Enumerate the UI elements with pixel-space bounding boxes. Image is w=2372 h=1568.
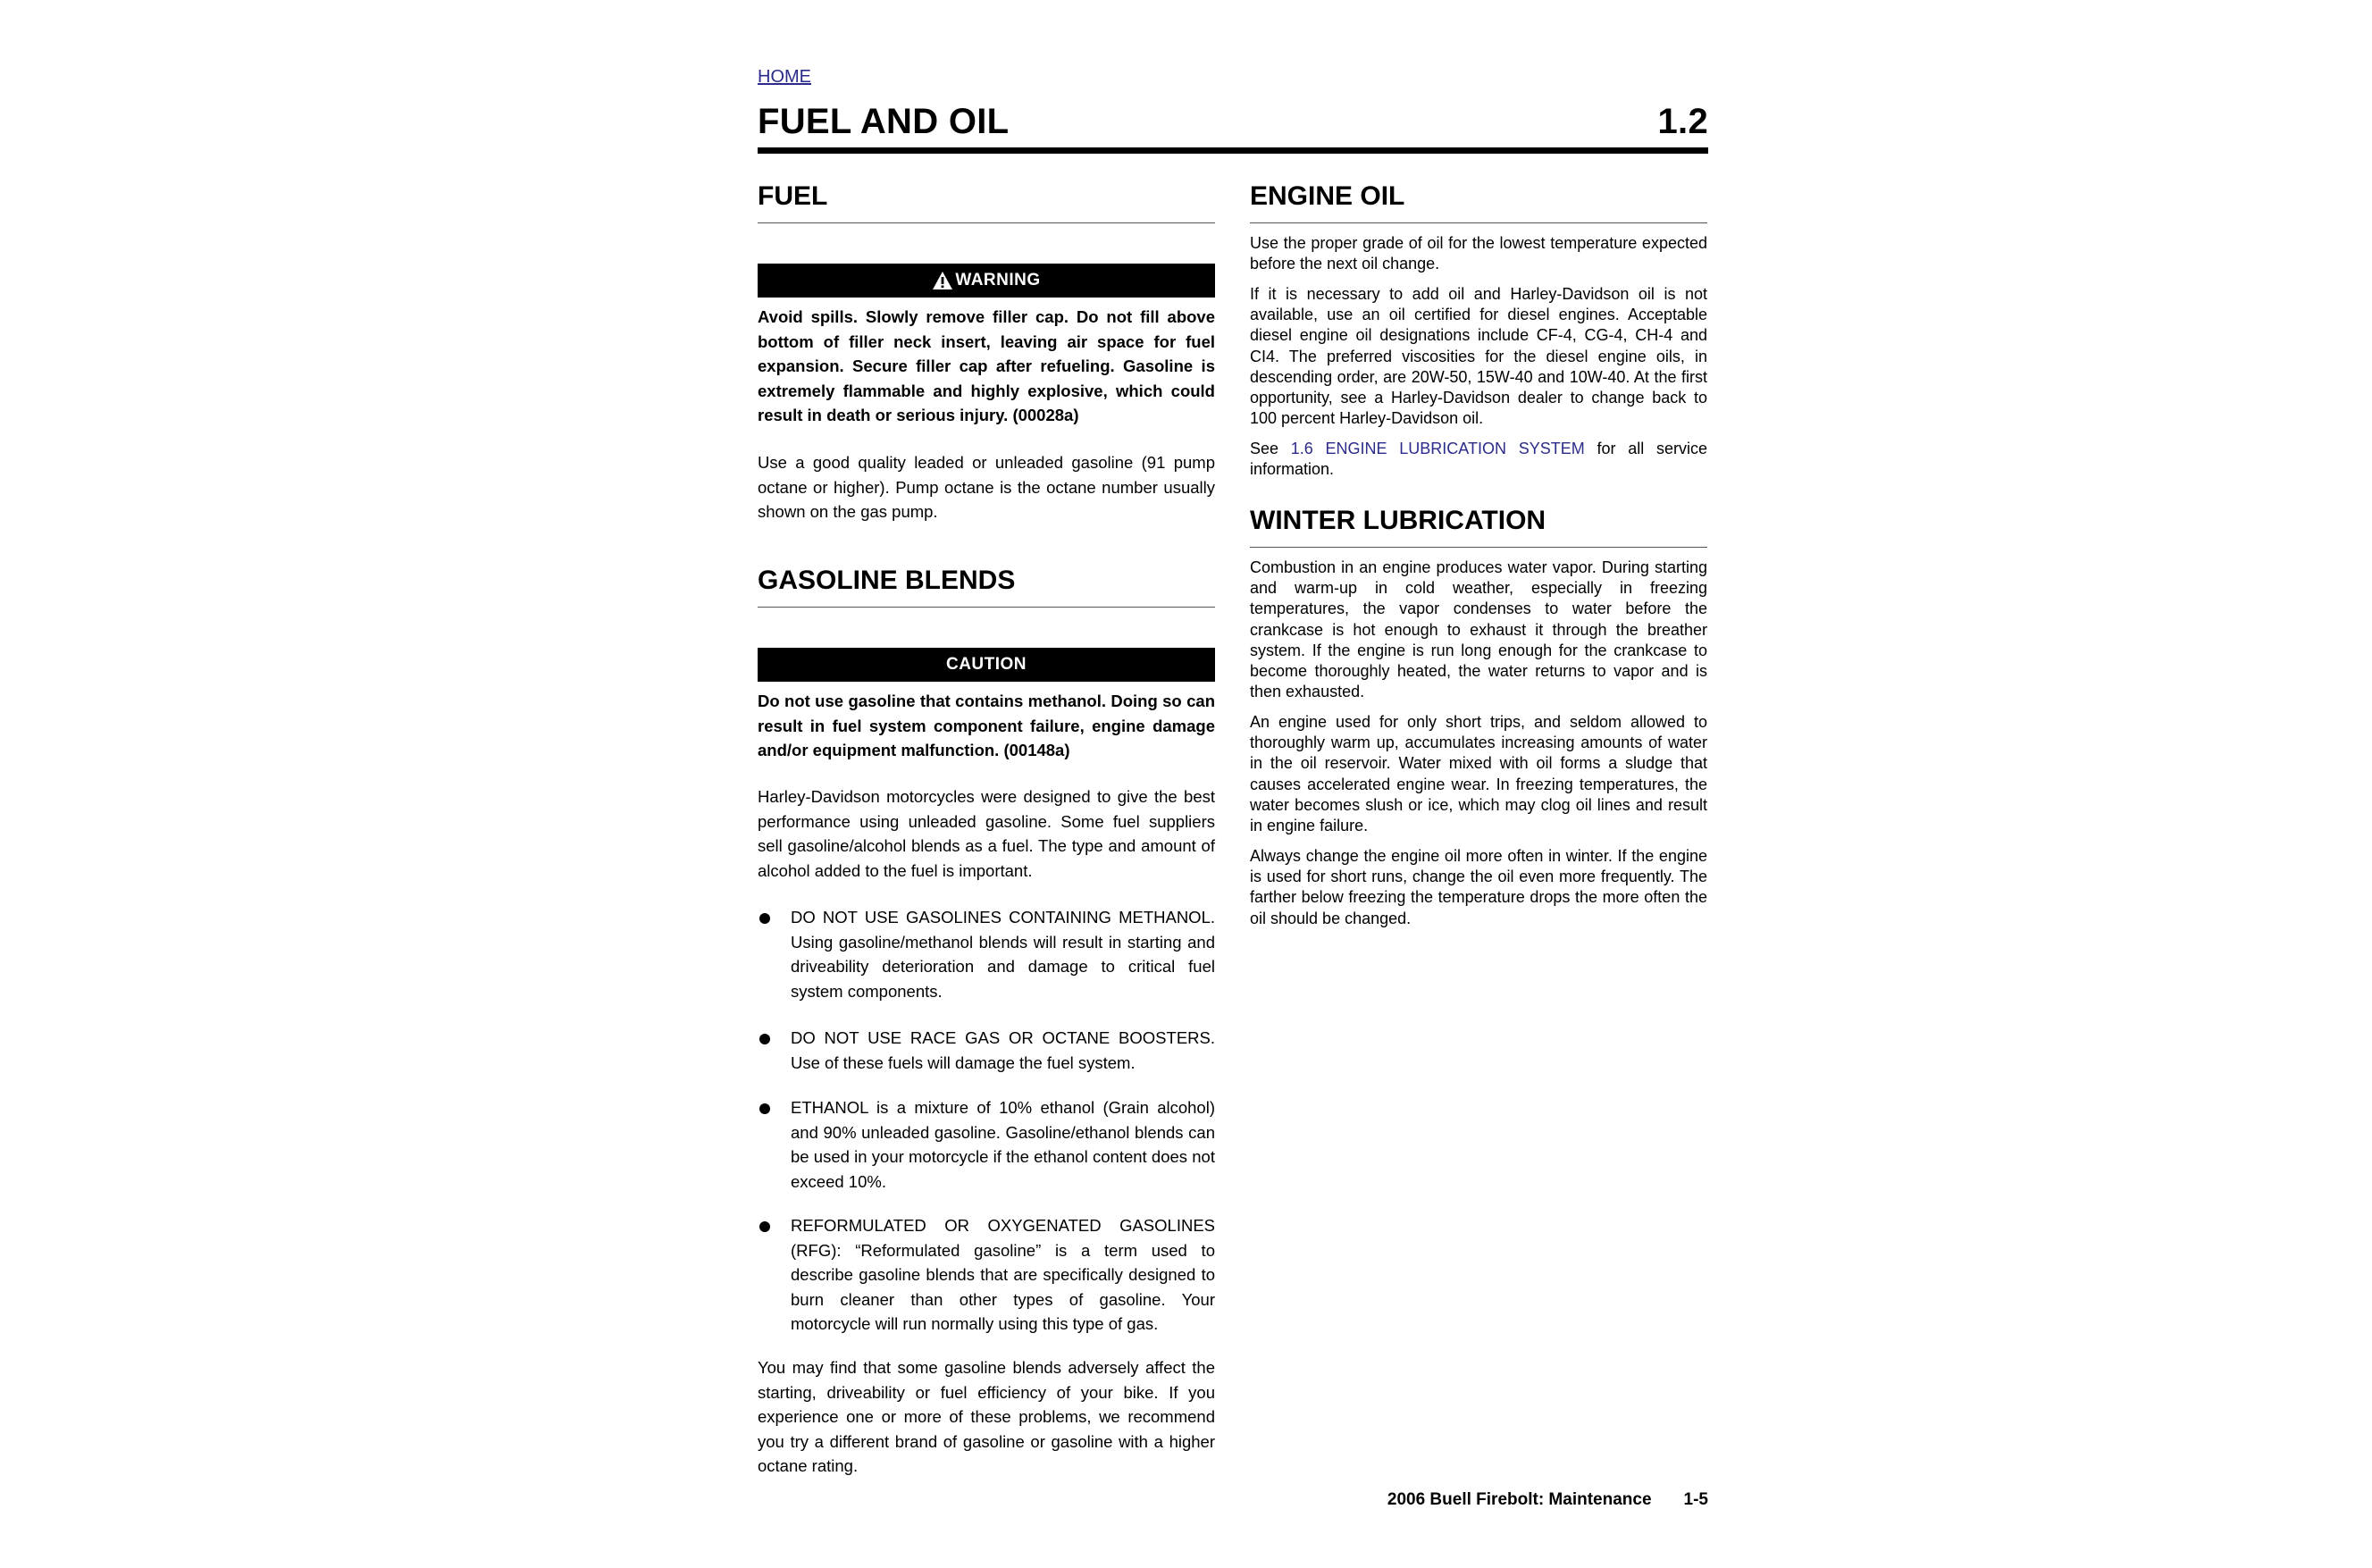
bullet-icon bbox=[759, 1034, 770, 1044]
list-item bbox=[758, 905, 1215, 1003]
engine-lubrication-link[interactable]: 1.6 ENGINE LUBRICATION SYSTEM bbox=[1290, 440, 1585, 457]
page-footer bbox=[1387, 1490, 1708, 1510]
page-title-row bbox=[758, 95, 1708, 148]
blends-intro-text: Harley-Davidson motorcycles were designed to give the best performance using unleaded gasoline. Some fuel suppliers sell gasoline/alcohol blends as a fuel. The type and amount of alcohol added to the fuel is important. bbox=[758, 787, 1215, 880]
list-item-text: REFORMULATED OR OXYGENATED GASOLINES (RFG): “Reformulated gasoline” is a term used to describe gasoline blends that are specifically designed to burn cleaner than other types of gasoline. Your motorcycle will run normally using this type of gas. bbox=[791, 1216, 1215, 1333]
caution-banner bbox=[758, 648, 1215, 682]
fuel-body-text: Use a good quality leaded or unleaded gasoline (91 pump octane or higher). Pump octane is the octane number usually shown on the gas pump. bbox=[758, 453, 1215, 521]
bullet-icon bbox=[759, 913, 770, 924]
list-item-text: ETHANOL is a mixture of 10% ethanol (Grain alcohol) and 90% unleaded gasoline. Gasoline/ethanol blends can be used in your motorcycle if the ethanol content does not exceed 10%. bbox=[791, 1098, 1215, 1191]
warning-text: Avoid spills. Slowly remove filler cap. Do not fill above bottom of filler neck insert, leaving air space for fuel expansion. Secure filler cap after refueling. Gasoline is extremely flammable and highly explosive, which could result in death or serious injury. (00028a) bbox=[758, 307, 1215, 424]
manual-title: 2006 Buell Firebolt: Maintenance bbox=[1387, 1490, 1652, 1509]
title-rule bbox=[758, 147, 1708, 154]
list-item-text: DO NOT USE GASOLINES CONTAINING METHANOL. Using gasoline/methanol blends will result in starting and driveability deterioration and damage to critical fuel system components. bbox=[791, 908, 1215, 1001]
engine-oil-para-3 bbox=[1250, 439, 1707, 480]
warning-icon bbox=[932, 271, 953, 290]
winter-para-1: Combustion in an engine produces water vapor. During starting and warm-up in cold weather, especially in freezing temperatures, the vapor condenses to water before the crankcase is hot enough to exhaust it through the breather system. If the engine is run long enough for the crankcase to become thoroughly heated, the water returns to vapor and is then exhausted. bbox=[1250, 558, 1707, 701]
winter-para-2: An engine used for only short trips, and seldom allowed to thoroughly warm up, accumulates increasing amounts of water in the oil reservoir. Water mixed with oil forms a sludge that causes accelerated engine wear. In freezing temperatures, the water becomes slush or ice, which may clog oil lines and result in engine failure. bbox=[1250, 713, 1707, 835]
bullet-icon bbox=[759, 1103, 770, 1114]
caution-text: Do not use gasoline that contains methanol. Doing so can result in fuel system component failure, engine damage and/or equipment malfunction. (00148a) bbox=[758, 692, 1215, 759]
section-heading-engine-oil: ENGINE OIL bbox=[1250, 181, 1707, 223]
blends-closing-text: You may find that some gasoline blends adversely affect the starting, driveability or fuel efficiency of your bike. If you experience one or more of these problems, we recommend you try a different brand of gasoline or gasoline with a higher octane rating. bbox=[758, 1358, 1215, 1475]
list-item bbox=[758, 1213, 1215, 1337]
section-heading-gasoline-blends: GASOLINE BLENDS bbox=[758, 566, 1215, 608]
see-prefix: See bbox=[1250, 440, 1279, 457]
warning-label: WARNING bbox=[955, 271, 1041, 289]
caution-label: CAUTION bbox=[945, 655, 1027, 674]
page-title: FUEL AND OIL bbox=[758, 101, 1010, 141]
list-item bbox=[758, 1095, 1215, 1194]
bullet-icon bbox=[759, 1221, 770, 1232]
winter-para-3: Always change the engine oil more often in winter. If the engine is used for short runs, change the oil even more frequently. The farther below freezing the temperature drops the more often the oil should be changed. bbox=[1250, 847, 1707, 927]
list-item-text: DO NOT USE RACE GAS OR OCTANE BOOSTERS. Use of these fuels will damage the fuel system. bbox=[791, 1028, 1215, 1072]
list-item bbox=[758, 1026, 1215, 1075]
document-page bbox=[758, 0, 1708, 1568]
engine-oil-para-1: Use the proper grade of oil for the lowest temperature expected before the next oil change. bbox=[1250, 234, 1707, 273]
engine-oil-para-2: If it is necessary to add oil and Harley-Davidson oil is not available, use an oil certified for diesel engines. Acceptable diesel engine oil designations include CF-4, CG-4, CH-4 and CI4. The preferred viscosities for the diesel engine oils, in descending order, are 20W-50, 15W-40 and 10W-40. At the first opportunity, see a Harley-Davidson dealer to change back to 100 percent Harley-Davidson oil. bbox=[1250, 285, 1707, 428]
warning-banner bbox=[758, 264, 1215, 298]
page-number: 1-5 bbox=[1683, 1490, 1708, 1509]
section-number: 1.2 bbox=[1657, 101, 1708, 141]
section-heading-fuel: FUEL bbox=[758, 181, 1215, 223]
see-suffix: for all service information. bbox=[1250, 440, 1707, 479]
home-link[interactable]: HOME bbox=[758, 67, 811, 87]
section-heading-winter-lubrication: WINTER LUBRICATION bbox=[1250, 506, 1707, 548]
